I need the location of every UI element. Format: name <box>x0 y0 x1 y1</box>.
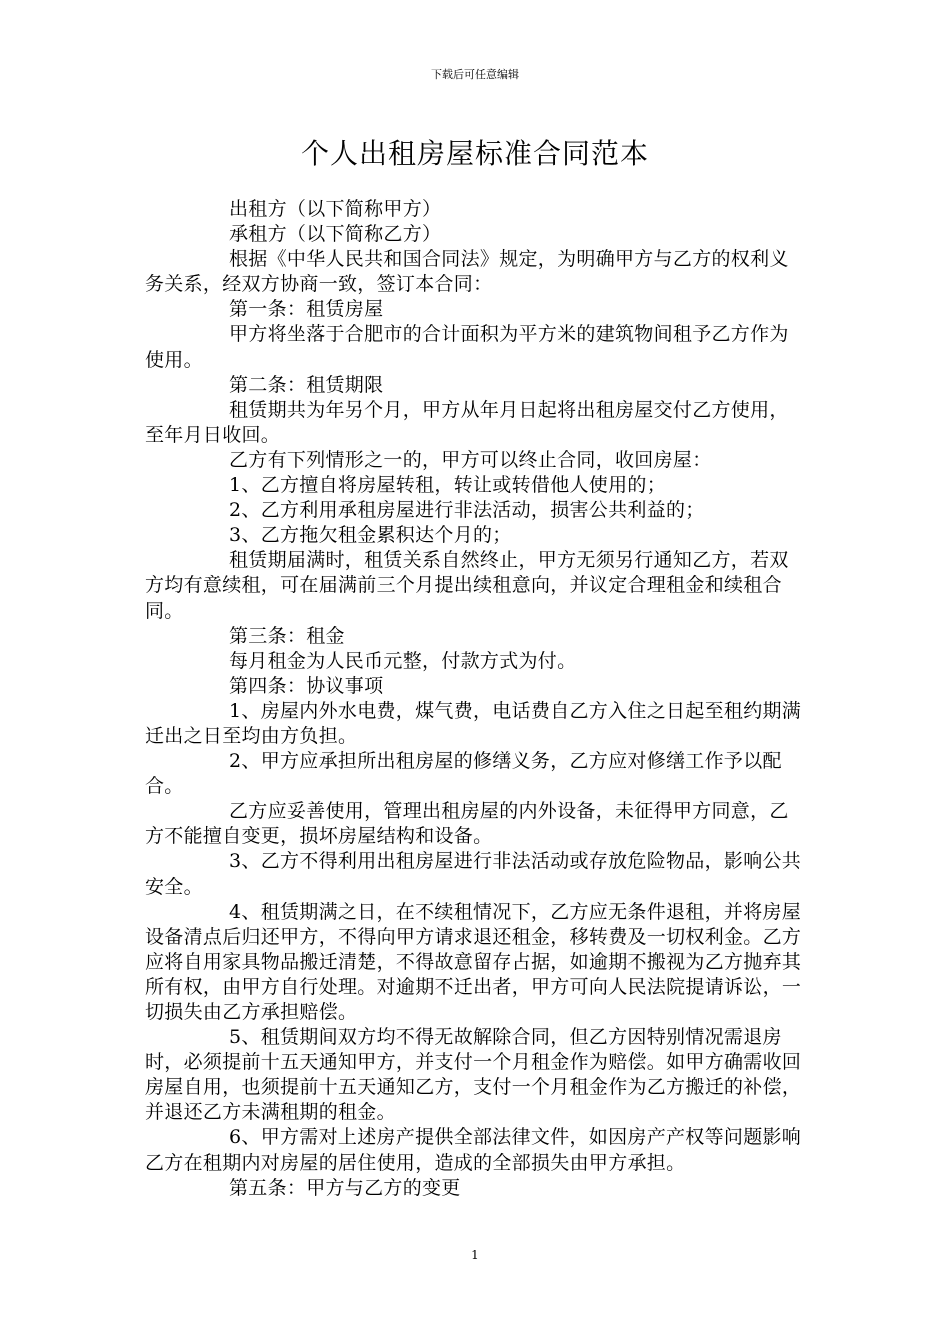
list-item: 3、乙方不得利用出租房屋进行非法活动或存放危险物品，影响公共安全。 <box>145 850 802 898</box>
list-item: 2、甲方应承担所出租房屋的修缮义务，乙方应对修缮工作予以配合。 <box>145 750 782 798</box>
list-item: 2、乙方利用承租房屋进行非法活动，损害公共利益的； <box>229 499 705 522</box>
document-title: 个人出租房屋标准合同范本 <box>300 137 649 170</box>
paragraph: 出租方（以下简称甲方） <box>229 198 442 220</box>
section-heading: 第四条：协议事项 <box>229 674 384 697</box>
list-item: 3、乙方拖欠租金累积达个月的； <box>229 524 512 547</box>
list-item: 1、房屋内外水电费，煤气费，电话费自乙方入住之日起至租约期满迁出之日至均由方负担。 <box>145 699 802 747</box>
section-heading: 第二条：租赁期限 <box>229 373 384 396</box>
paragraph: 租赁期共为年另个月，甲方从年月日起将出租房屋交付乙方使用，至年月日收回。 <box>145 398 789 446</box>
paragraph: 乙方应妥善使用，管理出租房屋的内外设备，未征得甲方同意，乙方不能擅自变更，损坏房屋结构和设备。 <box>145 800 789 848</box>
section-heading: 第一条：租赁房屋 <box>229 298 384 321</box>
page-header-note: 下载后可任意编辑 <box>431 68 519 81</box>
list-item: 1、乙方擅自将房屋转租，转让或转借他人使用的； <box>229 474 666 497</box>
paragraph: 乙方有下列情形之一的，甲方可以终止合同，收回房屋： <box>229 448 712 471</box>
paragraph: 根据《中华人民共和国合同法》规定，为明确甲方与乙方的权利义务关系，经双方协商一致，签订本合同： <box>145 248 789 296</box>
paragraph: 甲方将坐落于合肥市的合计面积为平方米的建筑物间租予乙方作为使用。 <box>145 323 789 371</box>
section-heading: 第五条：甲方与乙方的变更 <box>229 1176 461 1199</box>
list-item: 6、甲方需对上述房产提供全部法律文件，如因房产产权等问题影响乙方在租期内对房屋的居住使用，造成的全部损失由甲方承担。 <box>145 1126 802 1174</box>
section-heading: 第三条：租金 <box>229 624 345 647</box>
paragraph: 每月租金为人民币元整，付款方式为付。 <box>229 649 577 672</box>
page-number: 1 <box>471 1248 479 1262</box>
list-item: 4、租赁期满之日，在不续租情况下，乙方应无条件退租，并将房屋设备清点后归还甲方，不得向甲方请求退还租金，移转费及一切权利金。乙方应将自用家具物品搬迁清楚，不得故意留存占据，如逾期不搬视为乙方抛弃其所有权，由甲方自行处理。对逾期不迁出者，甲方可向人民法院提请诉讼，一切损失由乙方承担赔偿。 <box>145 900 802 1023</box>
paragraph: 租赁期届满时，租赁关系自然终止，甲方无须另行通知乙方，若双方均有意续租，可在届满前三个月提出续租意向，并议定合理租金和续租合同。 <box>145 549 789 622</box>
document-body <box>145 197 805 1201</box>
paragraph: 承租方（以下简称乙方） <box>229 223 442 246</box>
list-item: 5、租赁期间双方均不得无故解除合同，但乙方因特别情况需退房时，必须提前十五天通知甲方，并支付一个月租金作为赔偿。如甲方确需收回房屋自用，也须提前十五天通知乙方，支付一个月租金作为乙方搬迁的补偿，并退还乙方未满租期的租金。 <box>145 1026 802 1124</box>
